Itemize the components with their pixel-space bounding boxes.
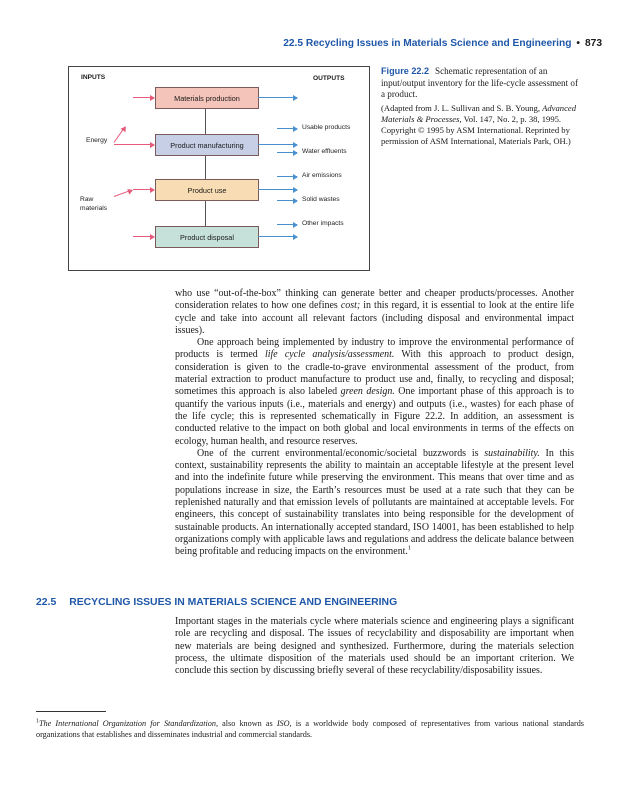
stage-product-use: Product use xyxy=(155,179,259,201)
running-header xyxy=(283,38,602,49)
output-arrow xyxy=(277,152,297,153)
footnote-marker: 1 xyxy=(36,718,39,725)
emphasis: green design. xyxy=(340,386,395,398)
input-raw: Raw xyxy=(80,196,94,203)
input-arrow xyxy=(133,189,154,190)
figure-caption xyxy=(381,66,581,148)
text: One important phase of this approach is to quantify the various inputs (i.e., materials and energy) and outputs (i.e., wastes) for each phase of the life cycle; this is represented schematically in Figure 22.2. In addition, an assessment is conducted relative to the impact on both global and local environments in terms of the effects on ecology, human health, and resource reserves. xyxy=(175,386,575,447)
inputs-header: INPUTS xyxy=(81,74,106,81)
stage-product-manufacturing: Product manufacturing xyxy=(155,134,259,156)
output-other-impacts: Other impacts xyxy=(302,220,344,227)
emphasis: sustainability. xyxy=(484,447,540,459)
text: With this approach to product design, consideration is given to the cradle-to-grave environmental assessment of the product, from material extraction to product manufacture to product use and, finally, to recycling and disposal; sometimes this approach is also labeled xyxy=(175,349,574,398)
output-arrow xyxy=(277,176,297,177)
paragraph xyxy=(175,337,574,448)
text: also known as xyxy=(218,719,277,728)
flow-line xyxy=(205,200,206,226)
text: In this context, sustainability represents the ability to maintain an acceptable lifestyle at the present level and into the indefinite future while preserving the environment. This means that over time and as populations increase in size, the Earth’s resources must be used at a rate such that they can be replenished naturally and that emission levels of pollutants are maintained at acceptable levels. For engineers, this concept of sustainability translates into being responsible for the development of sustainable products. An internationally accepted standard, ISO 14001, has been established to help organizations comply with applicable laws and regulations and address the delicate balance between being profitable and reducing impacts on the environment. xyxy=(175,447,574,558)
section-heading xyxy=(36,597,397,608)
caption-source-journal: Advanced Materials & Processes, xyxy=(381,102,577,124)
emphasis: ISO, xyxy=(276,719,292,728)
text: is a worldwide body composed of representatives from various national standards organizations that establishes and disseminates industrial and commercial standards. xyxy=(36,719,584,739)
running-header-separator: • xyxy=(576,38,580,49)
stage-materials-production: Materials production xyxy=(155,87,259,109)
output-arrow xyxy=(258,236,297,237)
emphasis: life cycle analysis/assessment. xyxy=(264,349,395,361)
figure-number: Figure 22.2 xyxy=(381,66,430,76)
output-arrow xyxy=(277,128,297,129)
output-solid-wastes: Solid wastes xyxy=(302,196,340,203)
paragraph: Important stages in the materials cycle where materials science and engineering plays a significant role are recycling and disposal. The issues of recyclability and disposability are important when new materials are being designed and synthesized. Furthermore, during the materials selection process, the ultimate disposition of the materials used should be an important criterion. We conclude this section by discussing briefly several of these recyclability/disposability issues. xyxy=(175,616,574,677)
running-header-section: 22.5 Recycling Issues in Materials Science and Engineering xyxy=(283,38,572,49)
output-arrow xyxy=(258,97,297,98)
section-text xyxy=(175,616,574,677)
flow-line xyxy=(205,155,206,179)
input-arrow xyxy=(133,236,154,237)
body-text xyxy=(175,288,574,559)
text: in this regard, it is essential to look at the entire life cycle and take into account all relevant factors (including disposal and environmental impact issues). xyxy=(175,300,575,336)
output-arrow xyxy=(277,200,297,201)
output-air-emissions: Air emissions xyxy=(302,172,342,179)
text: One approach being implemented by industry to improve the environmental performance of products is termed xyxy=(175,337,574,361)
text: who use “out-of-the-box” thinking can generate better and cheaper products/processes. Another consideration relates to how one defines xyxy=(175,288,574,312)
emphasis: The International Organization for Standardization, xyxy=(39,719,218,728)
output-arrow xyxy=(258,144,297,145)
caption-source xyxy=(381,103,581,148)
page-number: 873 xyxy=(585,38,602,49)
footnote-rule xyxy=(36,711,106,712)
output-arrow xyxy=(258,189,297,190)
stage-product-disposal: Product disposal xyxy=(155,226,259,248)
input-arrow xyxy=(133,97,154,98)
paragraph xyxy=(175,288,574,337)
output-water-effluents: Water effluents xyxy=(302,148,347,155)
footnote-marker: 1 xyxy=(407,544,412,552)
flow-line xyxy=(205,108,206,134)
text: One of the current environmental/economic/societal buzzwords is xyxy=(197,447,485,459)
input-arrow xyxy=(114,144,154,145)
emphasis: cost; xyxy=(340,300,361,312)
outputs-header: OUTPUTS xyxy=(313,75,345,82)
input-materials: materials xyxy=(80,205,108,212)
caption-source-text: (Adapted from J. L. Sullivan and S. B. Young, xyxy=(381,102,543,113)
paragraph xyxy=(175,448,574,559)
output-arrow xyxy=(277,224,297,225)
footnote xyxy=(36,718,584,740)
caption-source-text: Vol. 147, No. 2, p. 38, 1995. Copyright © 1995 by ASM International. Reprinted by permission of ASM International, Materials Park, OH.) xyxy=(381,113,571,147)
section-title: RECYCLING ISSUES IN MATERIALS SCIENCE AND ENGINEERING xyxy=(69,597,398,608)
caption-text: Schematic representation of an input/output inventory for the life-cycle assessment of a product. xyxy=(381,66,578,100)
section-number: 22.5 xyxy=(36,597,57,608)
input-energy: Energy xyxy=(86,137,108,144)
output-usable-products: Usable products xyxy=(302,124,351,131)
